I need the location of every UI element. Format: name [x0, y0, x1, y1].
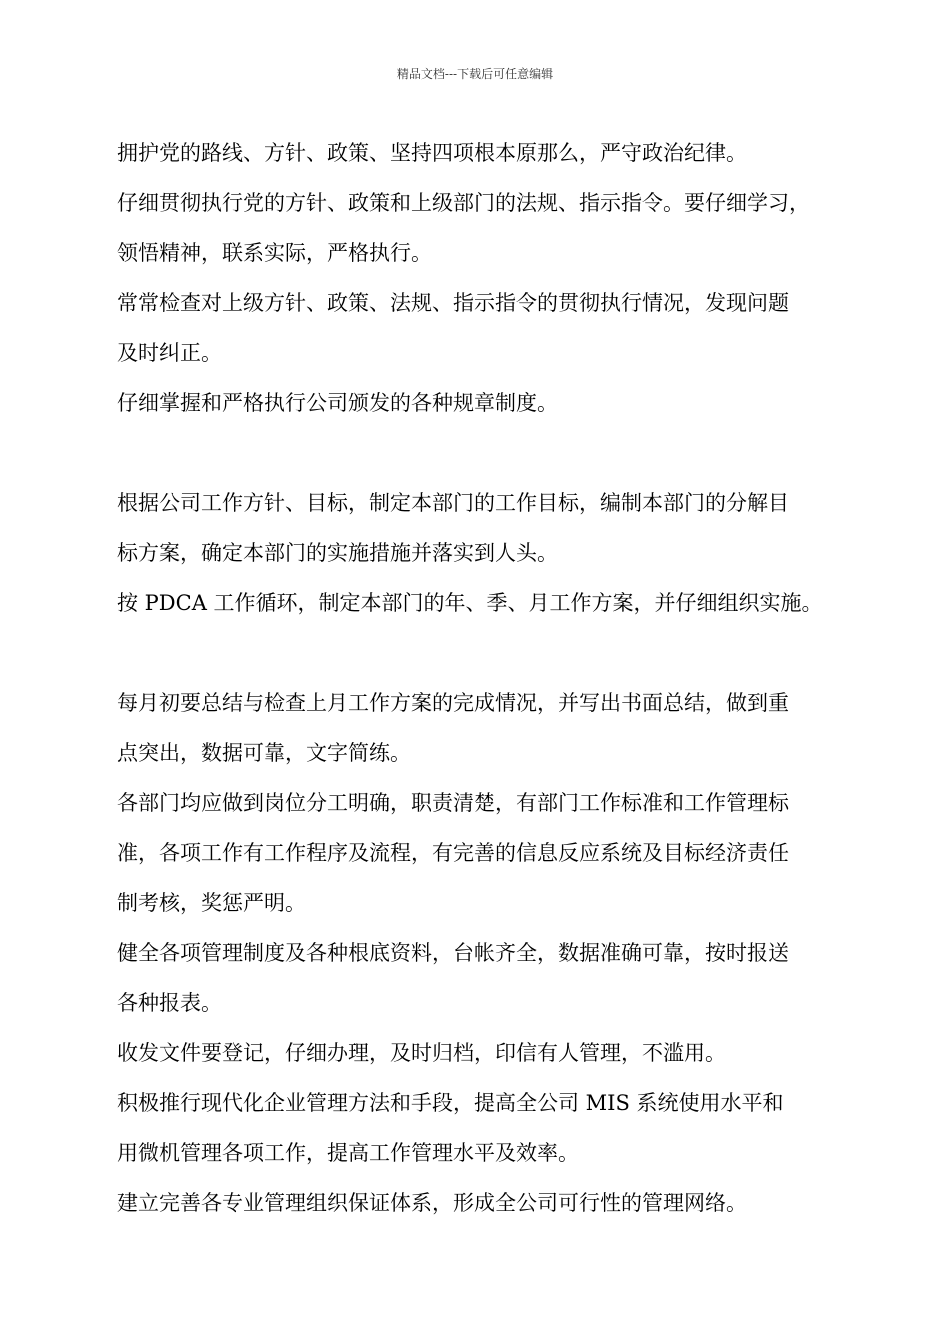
text-line: 仔细贯彻执行党的方针、政策和上级部门的法规、指示指令。要仔细学习， [117, 191, 810, 215]
text-line: 健全各项管理制度及各种根底资料，台帐齐全，数据准确可靠，按时报送 [117, 941, 789, 965]
text-line: 建立完善各专业管理组织保证体系，形成全公司可行性的管理网络。 [117, 1191, 747, 1215]
text-line: 根据公司工作方针、目标，制定本部门的工作目标，编制本部门的分解目 [117, 491, 789, 515]
text-line: 用微机管理各项工作，提高工作管理水平及效率。 [117, 1141, 579, 1165]
page-header: 精品文档---下载后可任意编辑 [396, 67, 554, 81]
text-line: 准，各项工作有工作程序及流程，有完善的信息反应系统及目标经济责任 [117, 841, 789, 865]
text-line: 积极推行现代化企业管理方法和手段，提高全公司 MIS 系统使用水平和 [117, 1091, 784, 1115]
text-line: 按 PDCA 工作循环，制定本部门的年、季、月工作方案，并仔细组织实施。 [117, 591, 823, 615]
text-line: 各种报表。 [117, 991, 222, 1015]
document-body [117, 128, 847, 1228]
text-line: 仔细掌握和严格执行公司颁发的各种规章制度。 [117, 391, 558, 415]
text-line: 常常检查对上级方针、政策、法规、指示指令的贯彻执行情况，发现问题 [117, 291, 789, 315]
text-line: 点突出，数据可靠，文字简练。 [117, 741, 411, 765]
text-line: 制考核，奖惩严明。 [117, 891, 306, 915]
text-line: 每月初要总结与检查上月工作方案的完成情况，并写出书面总结，做到重 [117, 691, 789, 715]
text-line: 各部门均应做到岗位分工明确，职责清楚，有部门工作标准和工作管理标 [117, 791, 789, 815]
text-line: 及时纠正。 [117, 341, 222, 365]
paragraph-gap [117, 628, 847, 678]
text-line: 领悟精神，联系实际，严格执行。 [117, 241, 432, 265]
text-line: 拥护党的路线、方针、政策、坚持四项根本原那么，严守政治纪律。 [117, 141, 747, 165]
paragraph-gap [117, 428, 847, 478]
text-line: 收发文件要登记，仔细办理，及时归档，印信有人管理，不滥用。 [117, 1041, 726, 1065]
text-line: 标方案，确定本部门的实施措施并落实到人头。 [117, 541, 558, 565]
